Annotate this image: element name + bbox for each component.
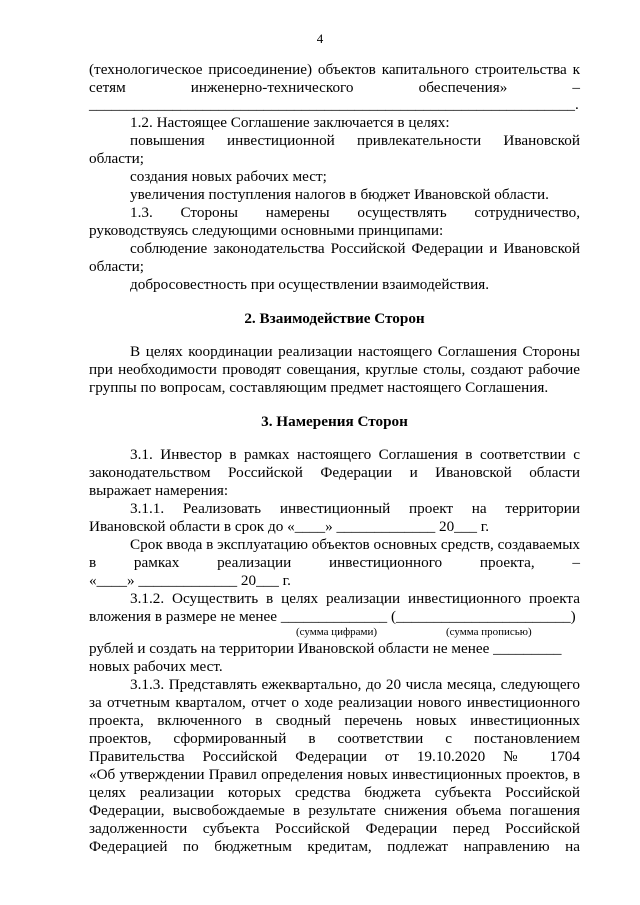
principle-item: добросовестность при осуществлении взаимодействия.: [130, 276, 490, 293]
clause-3-1-1: 3.1.1. Реализовать инвестиционный проект на территории: [130, 500, 580, 517]
text-line: сетям инженерно-технического обеспечения» –: [89, 79, 580, 96]
commission-text: Срок ввода в эксплуатацию объектов основных средств, создаваемых: [130, 536, 580, 553]
clause-3-1-3: целях реализации которых средства бюджета субъекта Российской: [89, 784, 580, 801]
blank-line: ________________________________________________________________.: [89, 96, 579, 113]
text-line: (технологическое присоединение) объектов капитального строительства к: [89, 61, 580, 78]
commission-text: в рамках реализации инвестиционного проекта, –: [89, 554, 580, 571]
clause-3-1-3: проекта, включенного в сводный перечень новых инвестиционных: [89, 712, 580, 729]
clause-3-1: законодательством Российской Федерации и Ивановской области: [89, 464, 580, 481]
clause-3-1-3: Федерацией по бюджетным кредитам, подлежат направлению на: [89, 838, 580, 855]
goal-item: увеличения поступления налогов в бюджет Ивановской области.: [130, 186, 549, 203]
clause-3-1-2: новых рабочих мест.: [89, 658, 223, 675]
goal-item: повышения инвестиционной привлекательности Ивановской: [130, 132, 580, 149]
clause-3-1: 3.1. Инвестор в рамках настоящего Соглашения в соответствии с: [130, 446, 580, 463]
clause-3-1: выражает намерения:: [89, 482, 229, 499]
clause-3-1-3: проектов, сформированный в соответствии с постановлением: [89, 730, 580, 747]
clause-3-1-3: 3.1.3. Представлять ежеквартально, до 20 числа месяца, следующего: [130, 676, 580, 693]
principle-item: соблюдение законодательства Российской Федерации и Ивановской: [130, 240, 580, 257]
clause-1-3: руководствуясь следующими основными принципами:: [89, 222, 444, 239]
clause-3-1-2: рублей и создать на территории Ивановской области не менее _________: [89, 640, 562, 657]
clause-3-1-1: Ивановской области в срок до «____» _____________ 20___ г.: [89, 518, 490, 535]
field-label-words: (сумма прописью): [446, 626, 532, 638]
section-2-text: при необходимости проводят совещания, круглые столы, создают рабочие: [89, 361, 580, 378]
field-label-digits: (сумма цифрами): [296, 626, 378, 638]
clause-1-3: 1.3. Стороны намерены осуществлять сотрудничество,: [130, 204, 580, 221]
clause-3-1-2: 3.1.2. Осуществить в целях реализации инвестиционного проекта: [130, 590, 580, 607]
clause-1-2: 1.2. Настоящее Соглашение заключается в целях:: [130, 114, 450, 131]
section-3-heading: 3. Намерения Сторон: [261, 413, 408, 430]
section-2-heading: 2. Взаимодействие Сторон: [244, 310, 425, 327]
section-2-text: В целях координации реализации настоящего Соглашения Стороны: [130, 343, 580, 360]
clause-3-1-3: «Об утверждении Правил определения новых инвестиционных проектов, в: [89, 766, 580, 783]
goal-item: создания новых рабочих мест;: [130, 168, 327, 185]
clause-3-1-2: вложения в размере не менее ______________ (_______________________): [89, 608, 576, 625]
clause-3-1-3: задолженности субъекта Российской Федерации перед Российской: [89, 820, 580, 837]
page-number: 4: [316, 31, 324, 46]
principle-item: области;: [89, 258, 144, 275]
clause-3-1-3: Правительства Российской Федерации от 19.10.2020 № 1704: [89, 748, 580, 765]
commission-date: «____» _____________ 20___ г.: [89, 572, 291, 589]
clause-3-1-3: за отчетным кварталом, отчет о ходе реализации нового инвестиционного: [89, 694, 580, 711]
clause-3-1-3: Федерации, высвобождаемые в результате снижения объема погашения: [89, 802, 580, 819]
section-2-text: группы по вопросам, составляющим предмет настоящего Соглашения.: [89, 379, 549, 396]
goal-item: области;: [89, 150, 144, 167]
